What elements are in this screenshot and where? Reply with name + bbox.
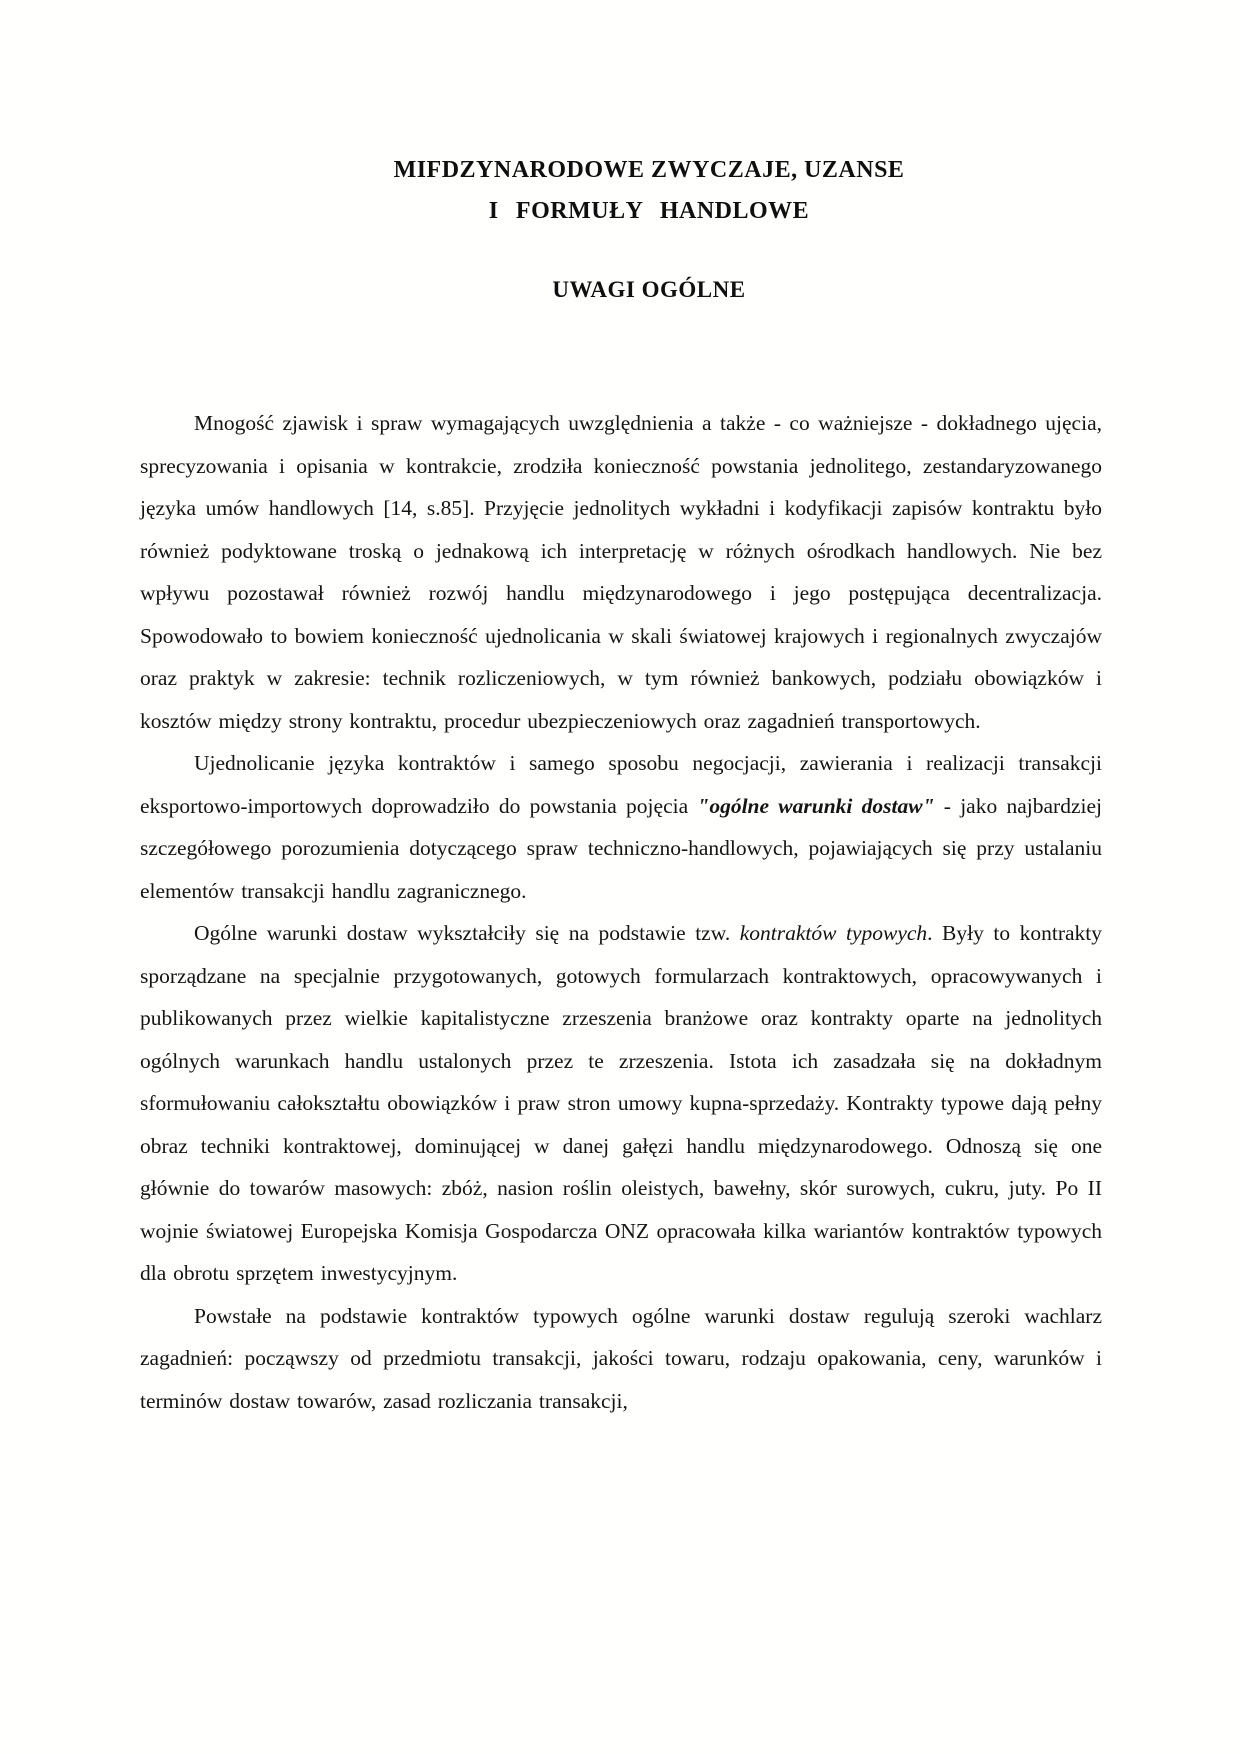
text-run-normal: . Były to kontrakty sporządzane na specjalnie przygotowanych, gotowych formularzach kontraktowych, opracowywanych i publikowanych przez wielkie kapitalistyczne zrzeszenia branżowe oraz kontrakty oparte na jednolitych ogólnych warunkach handlu ustalonych przez te zrzeszenia. Istota ich zasadzała się na dokładnym sformułowaniu całokształtu obowiązków i praw stron umowy kupna-sprzedaży. Kontrakty typowe dają pełny obraz techniki kontraktowej, dominującej w danej gałęzi handlu międzynarodowego. Odnoszą się one głównie do towarów masowych: zbóż, nasion roślin oleistych, bawełny, skór surowych, cukru, juty. Po II wojnie światowej Europejska Komisja Gospodarcza ONZ opracowała kilka wariantów kontraktów typowych dla obrotu sprzętem inwestycyjnym.	[140, 921, 1102, 1285]
text-run-normal: Powstałe na podstawie kontraktów typowych ogólne warunki dostaw regulują szeroki wachlarz zagadnień: począwszy od przedmiotu transakcji, jakości towaru, rodzaju opakowania, ceny, warunków i terminów dostaw towarów, zasad rozliczania transakcji,	[140, 1303, 1102, 1413]
section-heading: UWAGI OGÓLNE	[552, 277, 746, 302]
page-content	[140, 0, 1102, 1422]
paragraph	[140, 742, 1102, 912]
document-title-line2: I FORMUŁY HANDLOWE	[488, 198, 810, 224]
document-body	[140, 402, 1102, 1422]
document-title	[196, 0, 1102, 232]
paragraph	[140, 912, 1102, 1295]
text-run-normal: - jako najbardziej szczegółowego porozumienia dotyczącego spraw techniczno-handlowych, pojawiających się przy ustalaniu elementów transakcji handlu zagranicznego.	[140, 793, 1102, 903]
text-run-italic: kontraktów typowych	[739, 921, 928, 945]
text-run-bold-italic: "ogólne warunki dostaw"	[697, 793, 935, 818]
document-title-line1: MIFDZYNARODOWE ZWYCZAJE, UZANSE	[393, 157, 905, 183]
text-run-normal: Mnogość zjawisk i spraw wymagających uwzględnienia a także - co ważniejsze - dokładnego ujęcia, sprecyzowania i opisania w kontrakcie, zrodziła konieczność powstania jednolitego, zestandaryzowanego języka umów handlowych [14, s.85]. Przyjęcie jednolitych wykładni i kodyfikacji zapisów kontraktu było również podyktowane troską o jednakową ich interpretację w różnych ośrodkach handlowych. Nie bez wpływu pozostawał również rozwój handlu międzynarodowego i jego postępująca decentralizacja. Spowodowało to bowiem konieczność ujednolicania w skali światowej krajowych i regionalnych zwyczajów oraz praktyk w zakresie: technik rozliczeniowych, w tym również bankowych, podziału obowiązków i kosztów między strony kontraktu, procedur ubezpieczeniowych oraz zagadnień transportowych.	[140, 411, 1102, 733]
text-run-normal: Ujednolicanie języka kontraktów i samego sposobu negocjacji, zawierania i realizacji transakcji eksportowo-importowych doprowadziło do powstania pojęcia	[140, 751, 1102, 818]
paragraph	[140, 1295, 1102, 1423]
text-run-normal: Ogólne warunki dostaw wykształciły się na podstawie tzw.	[194, 921, 740, 945]
paragraph	[140, 402, 1102, 742]
